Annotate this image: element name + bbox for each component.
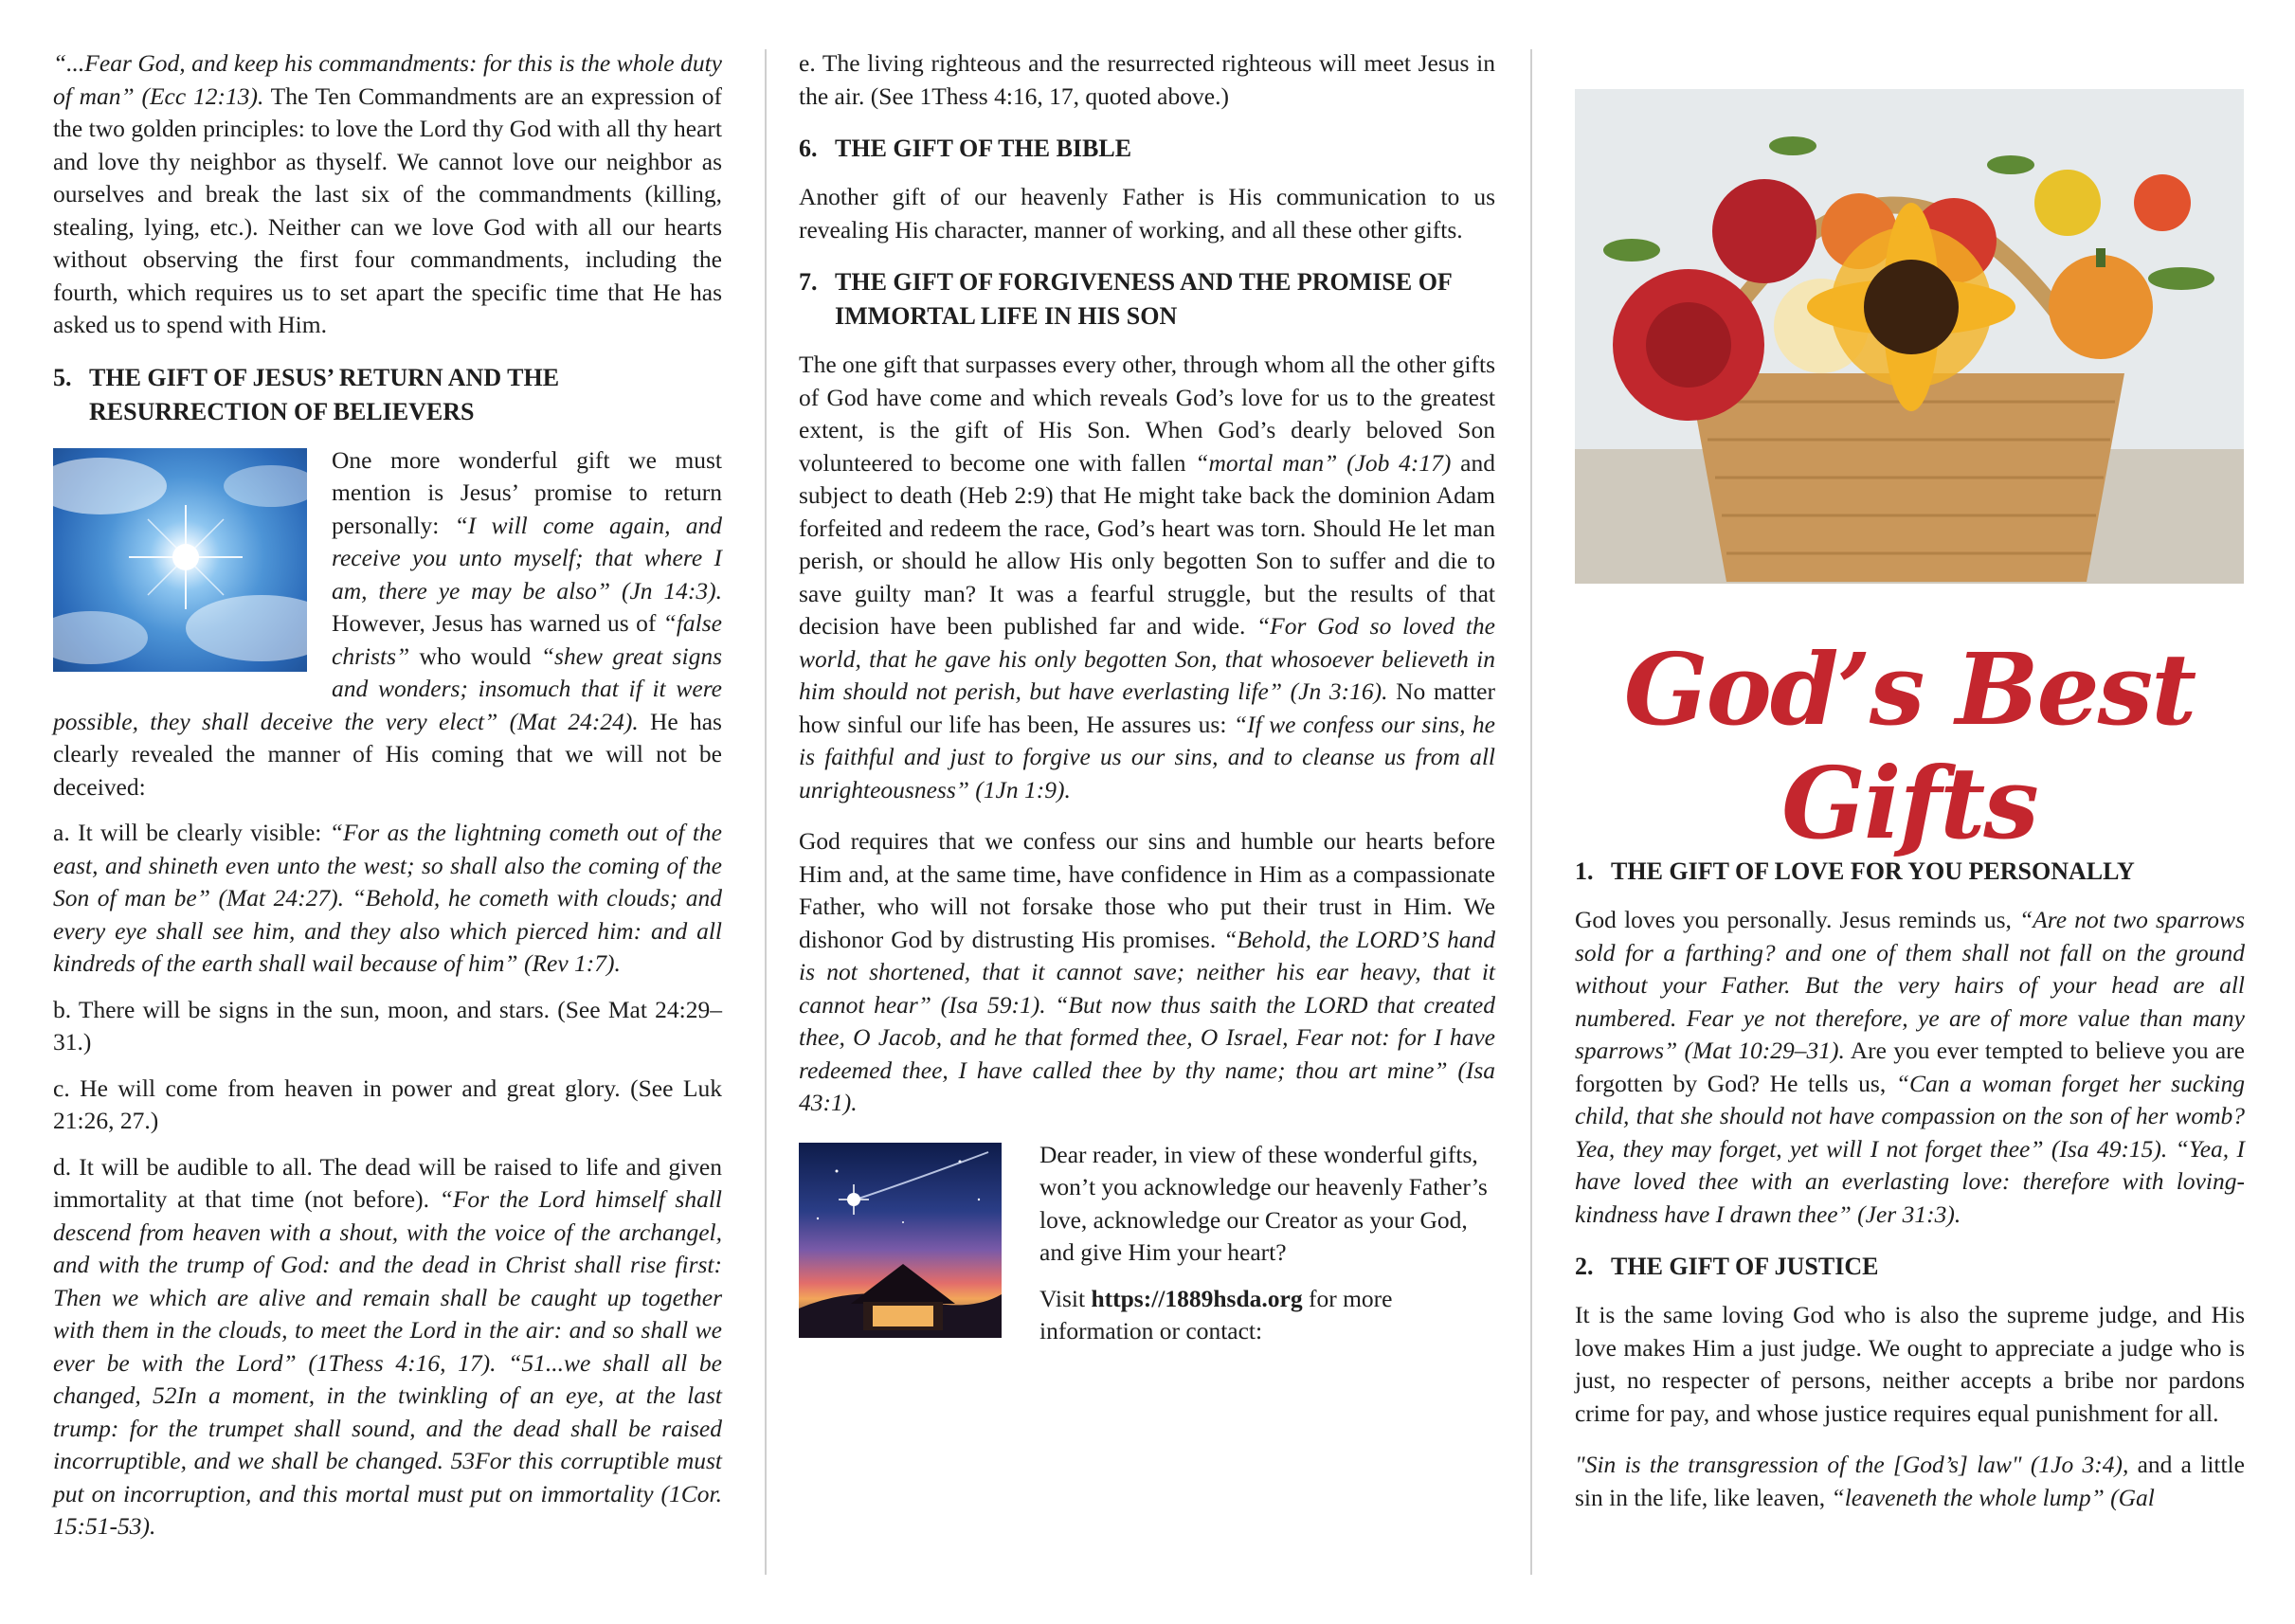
heading-gift-6: 6. THE GIFT OF THE BIBLE (799, 135, 1132, 162)
paragraph-confession: God requires that we confess our sins and humble our hearts before Him and, at the same time, have confidence in Him as a compassionate Father, who will not forsake those who put their trust in Him. We dishonor God by distrusting His promises. “Behold, the LORD’S hand is not shortened, that it cannot save; neither his ear heavy, that it cannot hear” (Isa 59:1). “But now thus saith the LORD that created thee, O Jacob, and he that formed thee, O Israel, Fear not: for I have redeemed thee, I have called thee by thy name; thou art mine” (Isa 43:1). (799, 827, 1495, 1116)
list-item-b: b. There will be signs in the sun, moon, and stars. (See Mat 24:29–31.) (53, 995, 722, 1056)
brochure-title: God’s Best Gifts (1623, 631, 2196, 861)
heading-gift-5: 5. THE GIFT OF JESUS’ RETURN AND THE RESURRECTION OF BELIEVERS (53, 363, 560, 425)
column-divider-1 (765, 49, 767, 1575)
paragraph-gift-5: One more wonderful gift we must mention is Jesus’ promise to return personally: “I will come again, and receive you unto myself; that where I am, there ye may be also” (Jn 14:3). However, Jesus has warned us of “false christs” who would “shew great signs and wonders; insomuch that if it were possible, they shall deceive the very elect” (Mat 24:24). He has clearly revealed the manner of His coming that we will not be deceived: (53, 444, 722, 804)
flower-basket-image (1575, 89, 2244, 584)
list-item-e: e. The living righteous and the resurrected righteous will meet Jesus in the air. (See 1Thess 4:16, 17, quoted above.) (799, 49, 1495, 110)
reader-paragraph: Dear reader, in view of these wonderful gifts, won’t you acknowledge our heavenly Father’s love, acknowledge our Creator as your God, and give Him your heart? (1039, 1140, 1488, 1266)
heading-gift-2: 2. THE GIFT OF JUSTICE (1575, 1253, 1879, 1280)
list-item-a: a. It will be clearly visible: “For as the lightning cometh out of the east, and shineth even unto the west; so shall also the coming of the Son of man be” (Mat 24:27). “Behold, he cometh with clouds; and every eye shall see him, and they also which pierced him: and all kindreds of the earth shall wail because of him” (Rev 1:7). (53, 819, 723, 977)
intro-paragraph: “...Fear God, and keep his commandments: for this is the whole duty of man” (Ecc 12:13). The Ten Commandments are an expression of the two golden principles: to love the Lord thy God with all thy heart and love thy neighbor as thyself. We cannot love our neighbor as ourselves and break the last six of the commandments (killing, stealing, lying, etc.). Neither can we love God with all our hearts without observing the first four commandments, including the fourth, which requires us to set apart the specific time that He has asked us to spend with Him. (53, 49, 722, 338)
column-middle (799, 47, 1495, 1362)
sky-sunburst-image (53, 448, 307, 672)
list-item-d: d. It will be audible to all. The dead will be raised to life and given immortality at that time (not before). “For the Lord himself shall descend from heaven with a shout, with the voice of the archangel, and with the trump of God: and the dead in Christ shall rise first: Then we which are alive and remain shall be caught up together with them in the clouds, to meet the Lord in the air: and so shall we ever be with the Lord” (1Thess 4:16, 17). “51...we shall all be changed, 52In a moment, in the twinkling of an eye, at the last trump: for the trumpet shall sound, and the dead shall be raised incorruptible, and we shall be changed. 53For this corruptible must put on incorruption, and this mortal must put on immortality (1Cor. 15:51-53). (53, 1152, 722, 1540)
paragraph-gift-7: The one gift that surpasses every other, through whom all the other gifts of God have come and which reveals God’s love for us to the greatest extent, is the gift of His Son. When God’s dearly beloved Son volunteered to become one with fallen “mortal man” (Job 4:17) and subject to death (Heb 2:9) that He might take back the dominion Adam forfeited and redeem the race, God’s heart was torn. Should He let man perish, or should he allow His only begotten Son to suffer and die to save guilty man? It was a fearful struggle, but the results of that decision have been published far and wide. “For God so loved the world, that he gave his only begotten Son, that whosoever believeth in him should not perish, but have everlasting life” (Jn 3:16). No matter how sinful our life has been, He assures us: “If we confess our sins, he is faithful and just to forgive us our sins, and to cleanse us from all unrighteousness” (1Jn 1:9). (799, 351, 1495, 803)
column-divider-2 (1530, 49, 1532, 1575)
nativity-image (799, 1143, 1002, 1338)
paragraph-gift-2: It is the same loving God who is also the supreme judge, and His love makes Him a just judge. We ought to appreciate a judge who is just, no respecter of persons, neither accepts a bribe nor pardons crime for pay, and whose justice requires equal punishment for all. (1575, 1301, 2245, 1427)
list-item-c: c. He will come from heaven in power and great glory. (See Luk 21:26, 27.) (53, 1074, 722, 1134)
column-left (53, 47, 722, 1557)
website-link[interactable]: https://1889hsda.org (1091, 1284, 1303, 1312)
heading-gift-7: 7. THE GIFT OF FORGIVENESS AND THE PROMISE OF IMMORTAL LIFE IN HIS SON (799, 268, 1452, 330)
paragraph-gift-1: God loves you personally. Jesus reminds us, “Are not two sparrows sold for a farthing? and one of them shall not fall on the ground without your Father. But the very hairs of your head are all numbered. Fear ye not therefore, ye are of more value than many sparrows” (Mat 10:29–31). Are you ever tempted to believe you are forgotten by God? He tells us, “Can a woman forget her sucking child, that she should not have compassion on the son of her womb? Yea, they may forget, yet will I not forget thee” (Isa 49:15). “Yea, I have loved thee with an everlasting love: therefore with loving-kindness have I drawn thee” (Jer 31:3). (1575, 906, 2245, 1228)
paragraph-sin: "Sin is the transgression of the [God’s] law" (1Jo 3:4), and a little sin in the life, like leaven, “leaveneth the whole lump” (Gal (1575, 1451, 2245, 1511)
heading-gift-1: 1. THE GIFT OF LOVE FOR YOU PERSONALLY (1575, 857, 2135, 885)
column-right (1575, 855, 2245, 1527)
visit-paragraph: Visit https://1889hsda.org for more information or contact: (1039, 1284, 1393, 1344)
paragraph-gift-6: Another gift of our heavenly Father is His communication to us revealing His character, manner of working, and all these other gifts. (799, 183, 1495, 244)
reader-block (799, 1139, 1495, 1348)
